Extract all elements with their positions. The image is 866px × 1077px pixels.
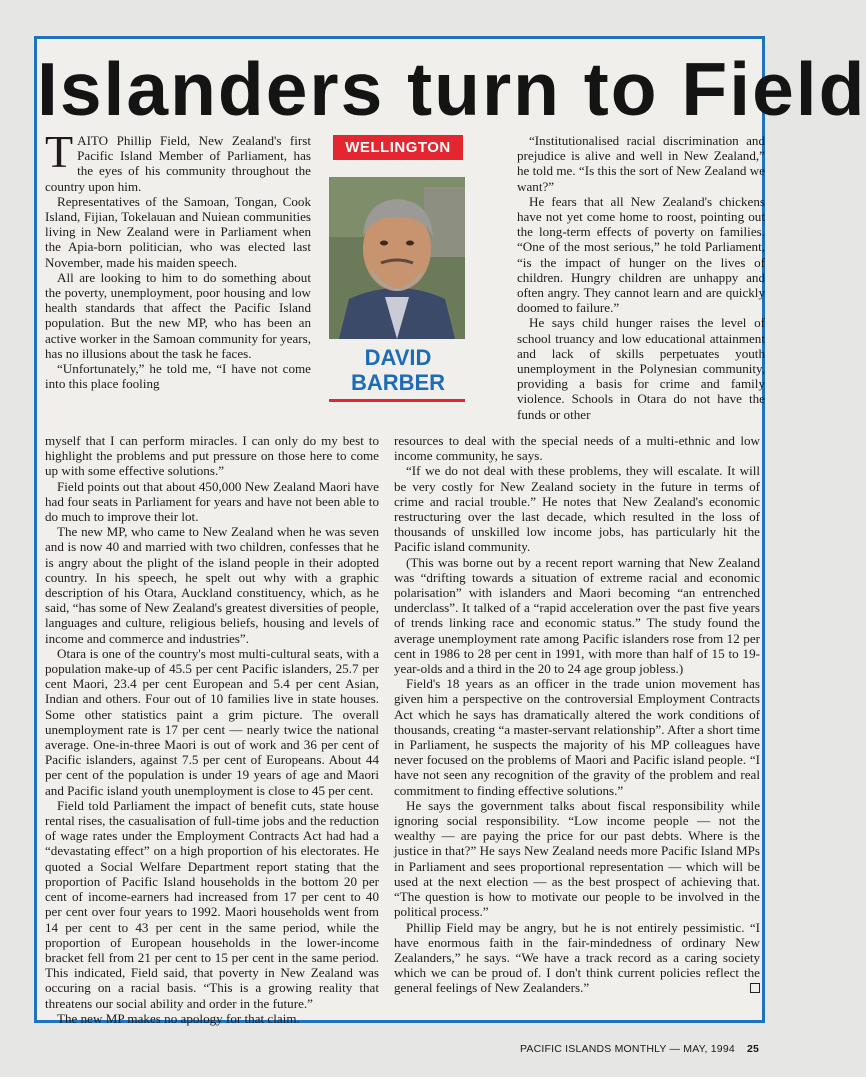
paragraph: (This was borne out by a recent report warning that New Zealand was “drifting towards a situation of extreme racial and economic polarisation” with islanders and Maori becoming “an entrenched underclass”. It talked of a “rapid acceleration over the past five years of trends linking race and economic status.” The study found the average unemployment rate among Pacific islanders rose from 12 per cent in 1986 to 28 per cent in 1991, with more than half of 15 to 19-year-olds and a third in the 20 to 24 age group jobless.) (394, 554, 760, 677)
paragraph-text: AITO Phillip Field, New Zealand's first Pacific Island Member of Parliament, has the eyes of his community throughout the country upon him. (45, 133, 311, 194)
paragraph: Otara is one of the country's most multi-cultural seats, with a population make-up of 45.5 per cent Pacific islanders, 25.7 per cent Maori, 23.4 per cent European and 5.4 per cent Asian, Indian and others. Four out of 10 families live in state houses. Some other statistics paint a grim picture. The overall unemployment rate is 17 per cent — nearly twice the national average. One-in-three Maori is out of work and 36 per cent of Pacific islanders, against 7.5 per cent of Europeans. About 44 per cent of the population is under 19 years of age and Maori and Pacific island youth unemployment is close to 45 per cent. (45, 645, 379, 798)
portrait-photo-icon (329, 177, 465, 339)
column-1 (45, 126, 311, 429)
paragraph: Field told Parliament the impact of benefit cuts, state house rental rises, the casualisation of full-time jobs and the reduction of wage rates under the Employment Contracts Act had had a “devastating effect” on a high proportion of his electorates. He quoted a Social Welfare Department report stating that the proportion of Pacific Island households in the bottom 20 per cent of income-earners had increased from 17 per cent to 40 per cent over four years to 1992. Maori households went from 14 per cent to 43 per cent in the same period, while the proportion of European households in the lower-income bracket fell from 21 per cent to 15 per cent in the same period. This indicated, Field said, that poverty in New Zealand was occuring on a racial basis. “This is a growing reality that threatens our social ability and order in the future.” (45, 797, 379, 1011)
paragraph: “Institutionalised racial discrimination and prejudice is alive and well in New Zealand,” he told me. “Is this the sort of New Zealand we want?” (517, 133, 765, 194)
paragraph: “Unfortunately,” he told me, “I have not come into this place fooling (45, 361, 311, 392)
column-5 (394, 433, 760, 1018)
paragraph-text: Phillip Field may be angry, but he is not entirely pessimistic. “I have enormous faith in the fair-mindedness of ordinary New Zealanders,” he says. “We have a track record as a caring society which we can be proud of. I don't think current policies reflect the general feelings of New Zealanders.” (394, 919, 760, 996)
paragraph: He says child hunger raises the level of school truancy and low educational attainment and lack of skills perpetuates youth unemployment in the Polynesian community, providing a basis for crime and family violence. Schools in Otara do not have the funds or other (517, 315, 765, 422)
paragraph: Field points out that about 450,000 New Zealand Maori have had four seats in Parliament for years and have not been able to do much to improve their lot. (45, 478, 379, 525)
paragraph: The new MP, who came to New Zealand when he was seven and is now 40 and married with two children, confesses that he is angry about the plight of the island people in their adopted country. In his speech, he spelt out why with a graphic description of his Otara, Auckland constituency, which, as he said, “has some of New Zealand's greatest diversities of people, languages and culture, religious beliefs, housing and levels of income and commerce and industries”. (45, 524, 379, 646)
page-number: 25 (746, 1043, 760, 1055)
byline-rule (329, 399, 465, 402)
headline: Islanders turn to Field (37, 47, 866, 131)
portrait-photo (329, 177, 465, 339)
publication-line: PACIFIC ISLANDS MONTHLY — MAY, 1994 (520, 1043, 735, 1055)
paragraph: All are looking to him to do something about the poverty, unemployment, poor housing and low health standards that affect the Pacific Island population. But the new MP, who has been an active worker in the Samoan community for years, has no illusions about the task he faces. (45, 269, 311, 361)
paragraph (45, 126, 311, 194)
location-badge: WELLINGTON (333, 135, 463, 160)
article-frame (34, 36, 866, 1026)
byline-first: DAVID (364, 345, 432, 370)
drop-cap: T (45, 126, 74, 177)
end-mark-icon (750, 983, 760, 993)
paragraph: The new MP makes no apology for that claim. (57, 1010, 300, 1026)
page-footer (520, 1043, 759, 1055)
byline (333, 345, 463, 395)
paragraph: myself that I can perform miracles. I can only do my best to highlight the problems and put pressure on those here to come up with some effective solutions.” (45, 433, 379, 479)
paragraph: He says the government talks about fiscal responsibility while ignoring social responsibility. “Low income people — not the wealthy — are paying the price for our past debts. Where is the justice in that?” He says New Zealand needs more Pacific Island MPs in Parliament and sees proportional representation — which will be used at the next election — as the best prospect of achieving that. “The question is how to motivate our people to be involved in the political process.” (394, 797, 760, 920)
column-4 (45, 433, 379, 1026)
paragraph: Representatives of the Samoan, Tongan, Cook Island, Fijian, Tokelauan and Nuiean communities living in New Zealand were in Parliament when the Apia-born politician, who was elected last November, made his maiden speech. (45, 193, 311, 270)
paragraph: He fears that all New Zealand's chickens have not yet come home to roost, pointing out the long-term effects of poverty on families. “One of the most serious,” he told Parliament, “is the impact of hunger on the lives of children. Hungry children are unhappy and often angry. They cannot learn and are quickly doomed to failure.” (517, 193, 765, 316)
paragraph: Field's 18 years as an officer in the trade union movement has given him a perspective on the controversial Employment Contracts Act which he says has dramatically altered the work conditions of thousands, creating “a master-servant relationship”. After a short time in Parliament, he suspects the majority of his MP colleagues have never focused on the problems of Maori and Pacific island people. “I have not seen any recognition of the gravity of the problem and real commitment to finding effective solutions.” (394, 676, 760, 798)
paragraph: “If we do not deal with these problems, they will escalate. It will be very costly for New Zealand society in the future in terms of crime and racial trouble.” He notes that New Zealand's economic restructuring over the last decade, which resulted in the loss of thousands of unskilled low income jobs, has particularly hit the Pacific island community. (394, 463, 760, 555)
byline-last: BARBER (350, 370, 446, 395)
paragraph: resources to deal with the special needs of a multi-ethnic and low income community, he says. (394, 433, 760, 464)
column-3 (517, 133, 765, 433)
paragraph (394, 920, 760, 996)
